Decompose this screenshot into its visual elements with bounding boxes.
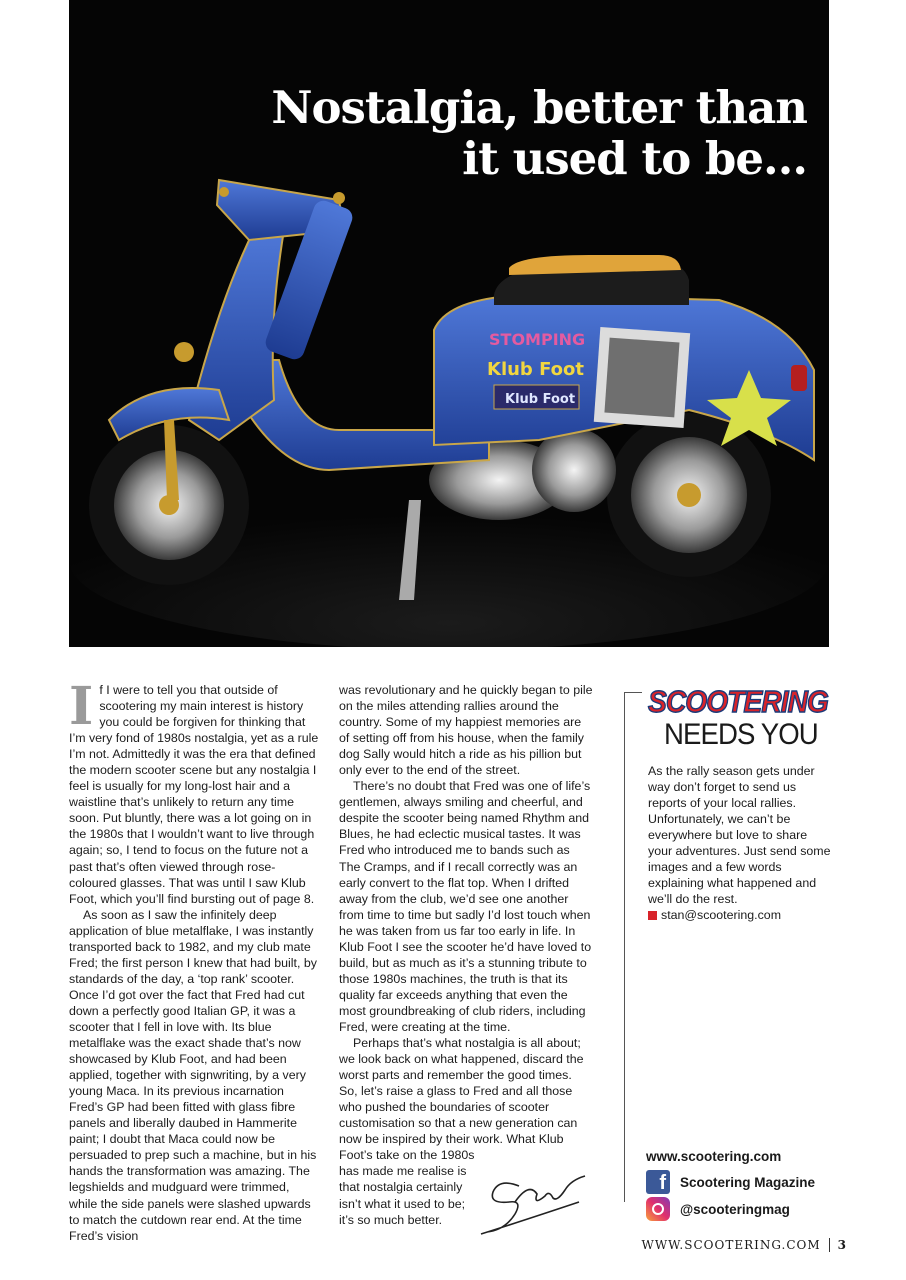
email-line: [648, 907, 834, 923]
closing-line: that nostalgia certainly: [339, 1180, 463, 1195]
needs-you-heading: NEEDS YOU: [664, 718, 818, 751]
editor-signature: [479, 1172, 589, 1236]
paragraph-text: f I were to tell you that outside of scootering my main interest is history you could be forgiven for thinking that I’m very fond of 1980s nostalgia, yet as a rule I’m not. Admittedly it was the era that defined the modern scooter scene but any nostalgia I feel is usually for my long-lost hair and a waistline that’s unlikely to return any time soon. Put bluntly, there was a lot going on in the 1980s that I wouldn’t want to live through again; so, I tend to focus on the future not a past that’s often viewed through rose-coloured glasses. That was until I saw Klub Foot, which you’ll find bursting out of page 8.: [69, 683, 319, 906]
svg-text:SCOOTERING: SCOOTERING: [648, 684, 829, 719]
sidebar-needs-you: [624, 680, 834, 1225]
facebook-link[interactable]: [646, 1170, 815, 1194]
headline-line-2: it used to be…: [462, 132, 807, 185]
page-footer: [642, 1238, 847, 1252]
footer-divider: [829, 1238, 830, 1252]
article-paragraph: was revolutionary and he quickly began to pile on the miles attending rallies around the country. Some of my happiest memories are of setting off from his house, when the family dog Sally would hitch a ride as his pillion but only ever to the end of the street.: [339, 683, 593, 778]
sidebar-rule: [624, 692, 625, 1202]
page-number: 3: [837, 1238, 847, 1252]
rear-wheel: [607, 413, 771, 577]
article-column-2: [339, 682, 593, 1228]
article-paragraph: As soon as I saw the infinitely deep application of blue metalflake, I was instantly transported back to 1982, and my club mate Fred; the first person I knew that had built, by standards of the day, a ‘top rank’ scooter. Once I’d got over the fact that Fred had cut down a perfectly good Italian GP, it was a scooter that I fell in love with. Its blue metalflake was the exact shade that’s now showcased by Klub Foot, and had been applied, together with signwriting, by a very young Maca. In its previous incarnation Fred’s GP had been fitted with glass fibre panels and liberally daubed in Hammerite paint; I doubt that Maca could now be persuaded to prep such a machine, but in his hands the transformation was amazing. The legshields and mudguard were trimmed, while the side panels were slashed upwards to match the cutdown rear end. At the time Fred’s vision: [69, 907, 317, 1243]
panel-text-stomping: STOMPING: [489, 330, 586, 349]
sidebar-rule: [624, 692, 642, 693]
facebook-handle: Scootering Magazine: [680, 1174, 816, 1190]
sidebar-text: As the rally season gets under way don’t forget to send us reports of your local rallies. Unfortunately, we can’t be everywhere but love to share your adventures. Just send some images and a few words explaining what happened and we’ll do the rest.: [648, 764, 831, 907]
website-link[interactable]: www.scootering.com: [646, 1149, 782, 1164]
article-column-1: [69, 676, 321, 1244]
email-link[interactable]: stan@scootering.com: [661, 908, 782, 923]
facebook-icon: f: [646, 1170, 670, 1194]
article-paragraph: [69, 676, 321, 907]
article-paragraph: There’s no doubt that Fred was one of life’s gentlemen, always smiling and cheerful, and despite the scooter being named Rhythm and Blues, he had eclectic musical tastes. It was Fred who introduced me to bands such as The Cramps, and if I recall correctly was an early convert to the flat top. When I drifted away from the club, we’d see one another from time to time but sadly I’d lost touch when he was taken from us far too early in life. In Klub Foot I see the scooter he’d have loved to build, but as much as it’s a stunning tribute to those 1980s machines, the truth is that its quality far exceeds anything that even the most groundbreaking of club riders, including Fred, were creating at the time.: [339, 779, 592, 1034]
instagram-icon: [646, 1197, 670, 1221]
hero-photo: [69, 0, 829, 647]
footer-site: WWW.SCOOTERING.COM: [641, 1238, 821, 1252]
scootering-logo: [646, 680, 830, 720]
instagram-handle: @scooteringmag: [680, 1201, 790, 1217]
instagram-link[interactable]: [646, 1197, 790, 1221]
headline: [271, 82, 807, 184]
closing-line: has made me realise is: [339, 1164, 467, 1179]
closing-line: it’s so much better.: [339, 1212, 443, 1227]
drop-cap: I: [69, 676, 94, 737]
sidebar-body: [648, 763, 834, 923]
bullet-square-icon: [648, 911, 657, 920]
article-paragraph: Perhaps that’s what nostalgia is all about; we look back on what happened, discard the worst parts and remember the good times. So, let’s raise a glass to Fred and all those who pushed the boundaries of scooter customisation so that a new generation can now be inspired by their work. What Klub Foot’s take on the 1980s: [339, 1036, 584, 1163]
panel-text-klub-foot: Klub Foot: [487, 359, 584, 380]
headline-line-1: Nostalgia, better than: [271, 81, 807, 134]
closing-lines: [339, 1163, 593, 1227]
closing-line: isn’t what it used to be;: [339, 1196, 466, 1211]
panel-badge-klub-foot: Klub Foot: [505, 392, 576, 407]
